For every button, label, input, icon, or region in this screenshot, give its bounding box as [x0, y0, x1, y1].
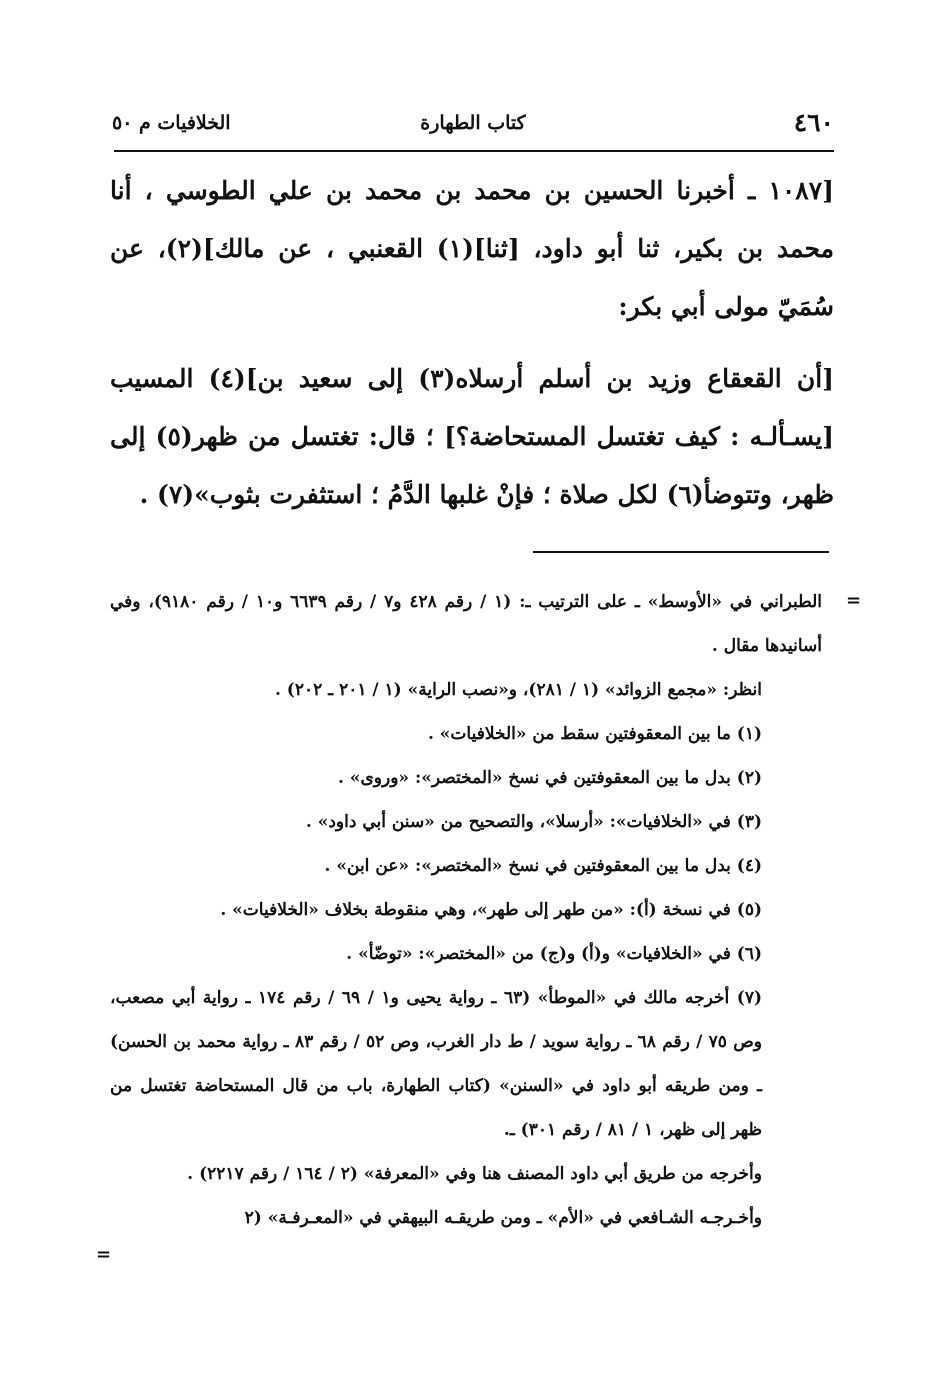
footnote-3: (٣) في «الخلافيات»: «أرسلا»، والتصحيح من «سنن أبي داود» . [305, 812, 762, 832]
continuation-mark: = [846, 590, 862, 611]
footnote-rule [533, 551, 829, 553]
footnote-5: (٥) في نسخة (أ): «من طهر إلى طهر»، وهي منقوطة بخلاف «الخلافيات» . [220, 900, 762, 920]
page-number: ٤٦٠ [793, 108, 834, 137]
footnote-2: (٢) بدل ما بين المعقوفتين في نسخ «المختصر»: «وروى» . [338, 768, 762, 788]
footnote-7: (٧) أخرجه مالك في «الموطأ» (٦٣ ـ رواية يحيى و١ / ٦٩ / رقم ١٧٤ ـ رواية أبي مصعب، وص ٧٥ / رقم ٦٨ ـ رواية سويد / ط دار الغرب، وص ٥٢ / رقم ٨٣ ـ رواية محمد بن الحسن) ـ ومن طريقه أبو داود في «السنن» (كتاب الطهارة، باب من قال المستحاضة تغتسل من ظهر إلى ظهر، ١ / ٨١ / رقم ٣٠١) ـ. [110, 988, 762, 1140]
footnote-6: (٦) في «الخلافيات» و(أ) و(ج) من «المختصر»: «توضّأ» . [346, 944, 762, 964]
footnote-4: (٤) بدل ما بين المعقوفتين في نسخ «المختصر»: «عن ابن» . [324, 856, 762, 876]
footnote-continuation: الطبراني في «الأوسط» ـ على الترتيب ـ: (١ / رقم ٤٢٨ و٧ / رقم ٦٦٣٩ و١٠ / رقم ٩١٨٠)، وفي أسانيدها مقال . [110, 592, 822, 656]
header-rule [114, 150, 834, 152]
footnote-1: (١) ما بين المعقوفتين سقط من «الخلافيات» . [427, 724, 762, 744]
end-continuation-mark: = [96, 1244, 112, 1265]
footnote-see-also: انظر: «مجمع الزوائد» (١ / ٢٨١)، و«نصب الراية» (١ / ٢٠١ ـ ٢٠٢) . [274, 680, 762, 700]
footnote-7-continued: وأخرجه من طريق أبي داود المصنف هنا وفي «المعرفة» (٢ / ١٦٤ / رقم ٢٢١٧) . [187, 1164, 762, 1184]
hadith-matn: [أن القعقاع وزيد بن أسلم أرسلاه(٣) إلى سعيد بن](٤) المسيب [يسـألـه : كيف تغتسل المستحاضة؟] ؛ قال: تغتسل من ظهر(٥) إلى ظهر، وتتوضأ(٦) لكل صلاة ؛ فإنْ غلبها الدَّمُ ؛ استثفرت بثوب»(٧) . [110, 364, 834, 509]
page-header [112, 108, 834, 144]
footnotes [110, 580, 832, 1240]
main-text [110, 162, 834, 524]
volume-info: الخلافيات م ٥٠ [112, 112, 231, 134]
book-title: كتاب الطهارة [420, 112, 526, 134]
hadith-isnad: [١٠٨٧ ـ أخبرنا الحسين بن محمد بن محمد بن علي الطوسي ، أنا محمد بن بكير، ثنا أبو داود، [ثنا](١) القعنبي ، عن مالك](٢)، عن سُمَيّ مولى أبي بكر: [110, 176, 834, 321]
footnote-7-continued-2: وأخـرجـه الشـافعي في «الأم» ـ ومن طريقـه البيهقي في «المعـرفـة» (٢ [244, 1208, 762, 1228]
